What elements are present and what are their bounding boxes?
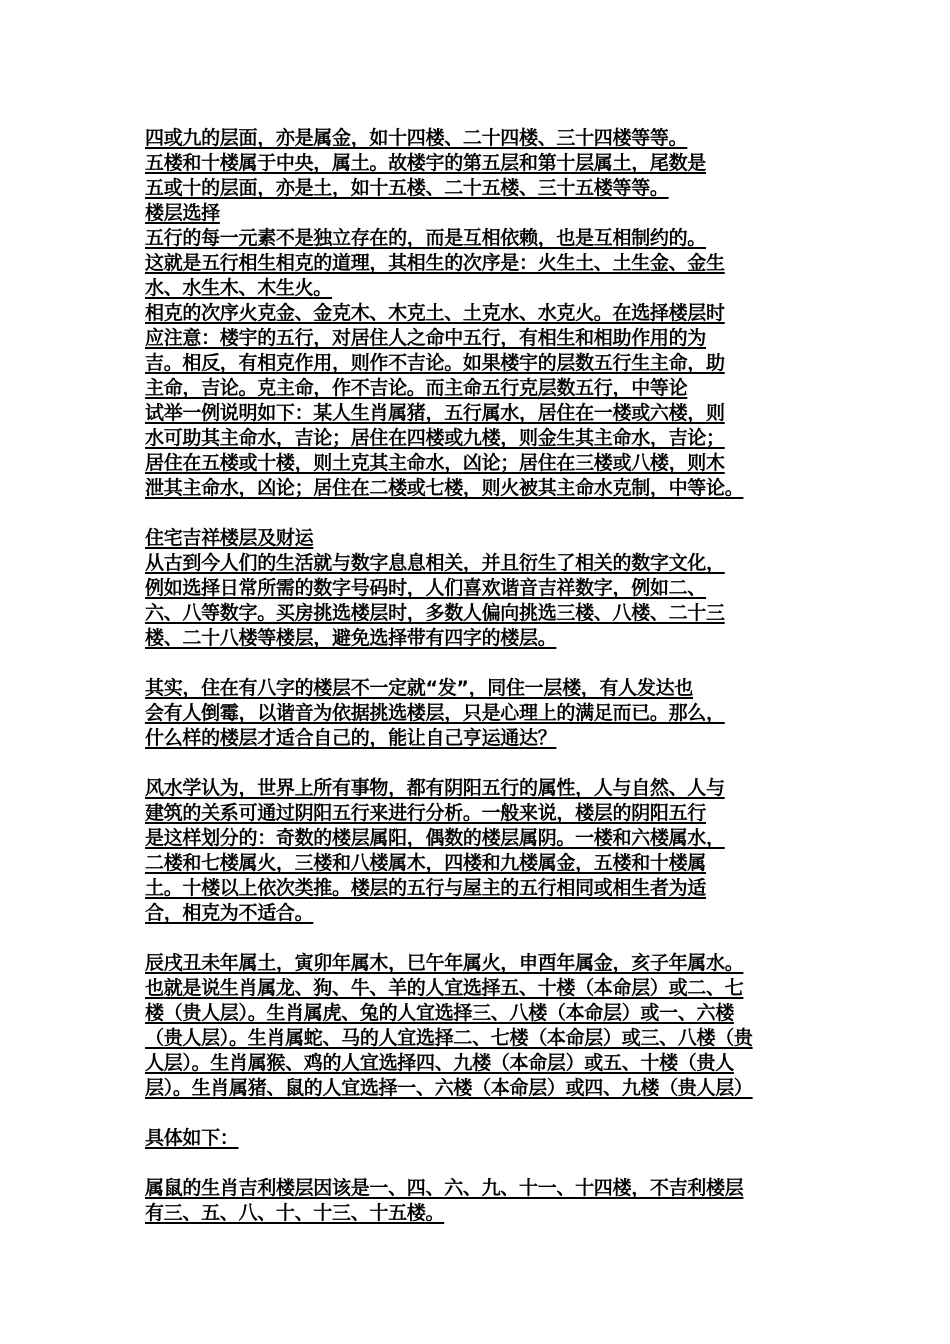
text-line: 风水学认为，世界上所有事物，都有阴阳五行的属性，人与自然、人与 bbox=[145, 777, 725, 799]
paragraph-spacer bbox=[145, 501, 835, 526]
paragraph bbox=[145, 226, 835, 301]
text-line: 人层）。生肖属猴、鸡的人宜选择四、九楼（本命层）或五、十楼（贵人 bbox=[145, 1052, 734, 1074]
paragraph-spacer bbox=[145, 651, 835, 676]
text-line: 楼（贵人层）。生肖属虎、兔的人宜选择三、八楼（本命层）或一、六楼 bbox=[145, 1002, 734, 1024]
text-line: 五楼和十楼属于中央，属土。故楼宇的第五层和第十层属土，尾数是 bbox=[145, 152, 707, 174]
text-line: 是这样划分的：奇数的楼层属阳，偶数的楼层属阴。一楼和六楼属水， bbox=[145, 827, 725, 849]
text-line: 属鼠的生肖吉利楼层因该是一、四、六、九、十一、十四楼，不吉利楼层 bbox=[145, 1177, 744, 1199]
text-line: 五或十的层面，亦是土，如十五楼、二十五楼、三十五楼等等。 bbox=[145, 177, 669, 199]
text-line: 其实，住在有八字的楼层不一定就“发”，同住一层楼，有人发达也 bbox=[145, 677, 693, 699]
text-line: 有三、五、八、十、十三、十五楼。 bbox=[145, 1202, 445, 1224]
paragraph-spacer bbox=[145, 926, 835, 951]
text-line: 六、八等数字。买房挑选楼层时，多数人偏向挑选三楼、八楼、二十三 bbox=[145, 602, 725, 624]
text-line: 应注意：楼宇的五行，对居住人之命中五行，有相生和相助作用的为 bbox=[145, 327, 707, 349]
text-line: 水、水生木、木生火。 bbox=[145, 277, 333, 299]
text-line: 什么样的楼层才适合自己的，能让自己亨运通达？ bbox=[145, 727, 557, 749]
document-body bbox=[145, 126, 835, 1226]
text-line: 楼层选择 bbox=[145, 202, 220, 224]
text-line: 四或九的层面，亦是属金，如十四楼、二十四楼、三十四楼等等。 bbox=[145, 127, 688, 149]
paragraph bbox=[145, 776, 835, 926]
text-line: 具体如下： bbox=[145, 1127, 239, 1149]
paragraph-spacer bbox=[145, 1101, 835, 1126]
paragraph bbox=[145, 126, 835, 201]
paragraph bbox=[145, 526, 835, 551]
text-line: 吉。相反，有相克作用，则作不吉论。如果楼宇的层数五行生主命，助 bbox=[145, 352, 725, 374]
text-line: 二楼和七楼属火，三楼和八楼属木，四楼和九楼属金，五楼和十楼属 bbox=[145, 852, 707, 874]
text-line: 水可助其主命水，吉论；居住在四楼或九楼，则金生其主命水，吉论； bbox=[145, 427, 725, 449]
text-line: 层）。生肖属猪、鼠的人宜选择一、六楼（本命层）或四、九楼（贵人层） bbox=[145, 1077, 753, 1099]
paragraph bbox=[145, 1176, 835, 1226]
text-line: 这就是五行相生相克的道理，其相生的次序是：火生土、土生金、金生 bbox=[145, 252, 725, 274]
text-line: 五行的每一元素不是独立存在的，而是互相依赖，也是互相制约的。 bbox=[145, 227, 707, 249]
paragraph bbox=[145, 301, 835, 501]
paragraph-spacer bbox=[145, 1151, 835, 1176]
text-line: 从古到今人们的生活就与数字息息相关，并且衍生了相关的数字文化， bbox=[145, 552, 725, 574]
text-line: 住宅吉祥楼层及财运 bbox=[145, 527, 314, 549]
text-line: 例如选择日常所需的数字号码时，人们喜欢谐音吉祥数字，例如二、 bbox=[145, 577, 707, 599]
text-line: 也就是说生肖属龙、狗、牛、羊的人宜选择五、十楼（本命层）或二、七 bbox=[145, 977, 744, 999]
text-line: （贵人层）。生肖属蛇、马的人宜选择二、七楼（本命层）或三、八楼（贵 bbox=[145, 1027, 753, 1049]
text-line: 会有人倒霉，以谐音为依据挑选楼层，只是心理上的满足而已。那么， bbox=[145, 702, 725, 724]
text-line: 辰戌丑未年属土，寅卯年属木，巳午年属火，申酉年属金，亥子年属水。 bbox=[145, 952, 744, 974]
text-line: 土。十楼以上依次类推。楼层的五行与屋主的五行相同或相生者为适 bbox=[145, 877, 707, 899]
text-line: 楼、二十八楼等楼层，避免选择带有四字的楼层。 bbox=[145, 627, 557, 649]
text-line: 相克的次序火克金、金克木、木克土、土克水、水克火。在选择楼层时 bbox=[145, 302, 725, 324]
paragraph bbox=[145, 676, 835, 751]
text-line: 泄其主命水，凶论；居住在二楼或七楼，则火被其主命水克制，中等论。 bbox=[145, 477, 744, 499]
paragraph-spacer bbox=[145, 751, 835, 776]
text-line: 试举一例说明如下：某人生肖属猪，五行属水，居住在一楼或六楼，则 bbox=[145, 402, 725, 424]
paragraph bbox=[145, 951, 835, 1101]
paragraph bbox=[145, 551, 835, 651]
text-line: 建筑的关系可通过阴阳五行来进行分析。一般来说，楼层的阴阳五行 bbox=[145, 802, 707, 824]
text-line: 居住在五楼或十楼，则土克其主命水，凶论；居住在三楼或八楼，则木 bbox=[145, 452, 725, 474]
paragraph bbox=[145, 201, 835, 226]
text-line: 主命，吉论。克主命，作不吉论。而主命五行克层数五行，中等论 bbox=[145, 377, 688, 399]
text-line: 合，相克为不适合。 bbox=[145, 902, 314, 924]
paragraph bbox=[145, 1126, 835, 1151]
